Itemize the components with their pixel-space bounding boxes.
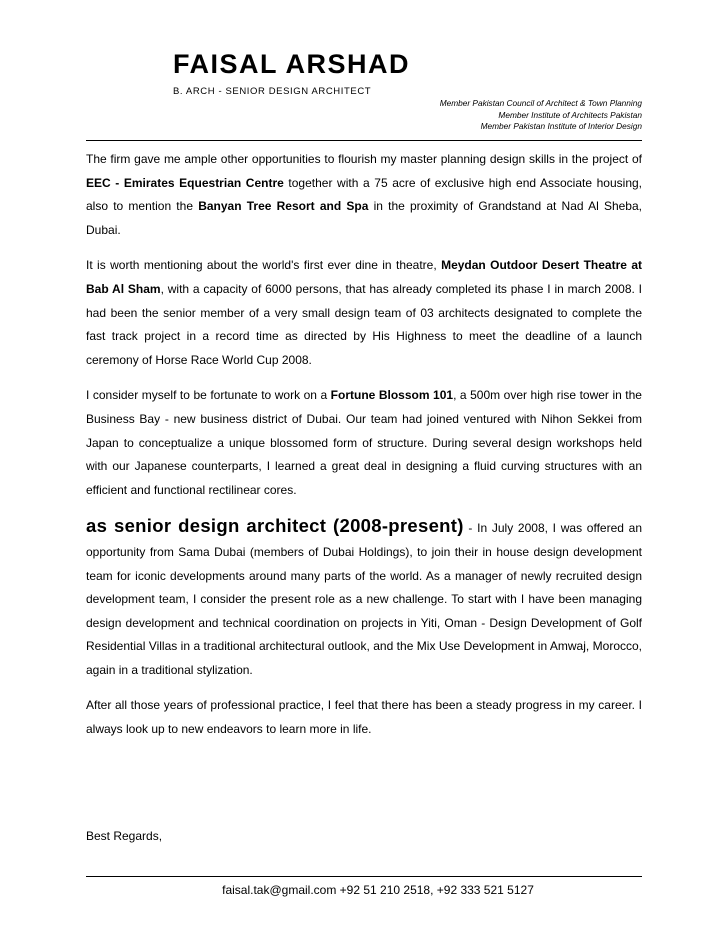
paragraph-fortune <box>86 384 642 502</box>
contact-info: faisal.tak@gmail.com +92 51 210 2518, +92 333 521 5127 <box>222 883 534 897</box>
project-name: Fortune Blossom 101 <box>330 388 454 403</box>
memberships-block <box>342 98 642 133</box>
project-name: Banyan Tree Resort and Spa <box>198 199 369 214</box>
author-title: B. ARCH - SENIOR DESIGN ARCHITECT <box>173 86 372 97</box>
paragraph-text: It is worth mentioning about the world's first ever dine in theatre, <box>86 258 442 273</box>
paragraph-senior-role <box>86 514 642 682</box>
paragraph-text: The firm gave me ample other opportunities to flourish my master planning design skills in the project of <box>86 152 642 166</box>
paragraph-meydan <box>86 254 642 372</box>
paragraph-text: - In July 2008, I was offered an opportunity from Sama Dubai (members of Dubai Holdings), to join their in house design development team for iconic developments around many parts of the world. As a manager of newly recruited design development team, I consider the present role as a new challenge. To start with I have been managing design development and technical coordination on projects in Yiti, Oman - Design Development of Golf Residential Villas in a traditional architectural outlook, and the Mix Use Development in Amwaj, Morocco, again in a traditional stylization. <box>86 521 642 677</box>
closing-salutation: Best Regards, <box>86 829 163 843</box>
paragraph-text: in the proximity of Grandstand at Nad Al Sheba, Dubai. <box>86 199 642 237</box>
paragraph-text: I consider myself to be fortunate to work on a <box>86 388 331 403</box>
footer-divider <box>86 876 642 877</box>
letter-body <box>86 148 642 754</box>
author-name: FAISAL ARSHAD <box>173 49 411 79</box>
paragraph-text: , a 500m over high rise tower in the Business Bay - new business district of Dubai. Our team had joined ventured with Nihon Sekkei from Japan to conceptualize a unique blossomed form of structure. During several design workshops held with our Japanese counterparts, I learned a great deal in designing a fluid curving structures with an efficient and functional rectilinear cores. <box>86 388 642 497</box>
header-divider <box>86 140 642 141</box>
project-name: Meydan Outdoor Desert Theatre at Bab Al Sham <box>86 258 642 296</box>
project-name: EEC - Emirates Equestrian Centre <box>86 175 284 190</box>
section-heading: as senior design architect (2008-present) <box>86 515 464 537</box>
paragraph-conclusion: After all those years of professional practice, I feel that there has been a steady progress in my career. I always look up to new endeavors to learn more in life. <box>86 698 642 737</box>
membership-line: Member Pakistan Council of Architect & Town Planning <box>439 98 642 108</box>
paragraph-eec <box>86 148 642 242</box>
membership-line: Member Institute of Architects Pakistan <box>498 109 642 120</box>
paragraph-text: , with a capacity of 6000 persons, that has already completed its phase I in march 2008. I had been the senior member of a very small design team of 03 architects designated to complete the fast track project in a record time as directed by His Highness to meet the deadline of a launch ceremony of Horse Race World Cup 2008. <box>86 281 642 367</box>
paragraph-text: together with a 75 acre of exclusive high end Associate housing, also to mention the <box>86 175 642 214</box>
membership-line: Member Pakistan Institute of Interior Design <box>480 121 642 132</box>
